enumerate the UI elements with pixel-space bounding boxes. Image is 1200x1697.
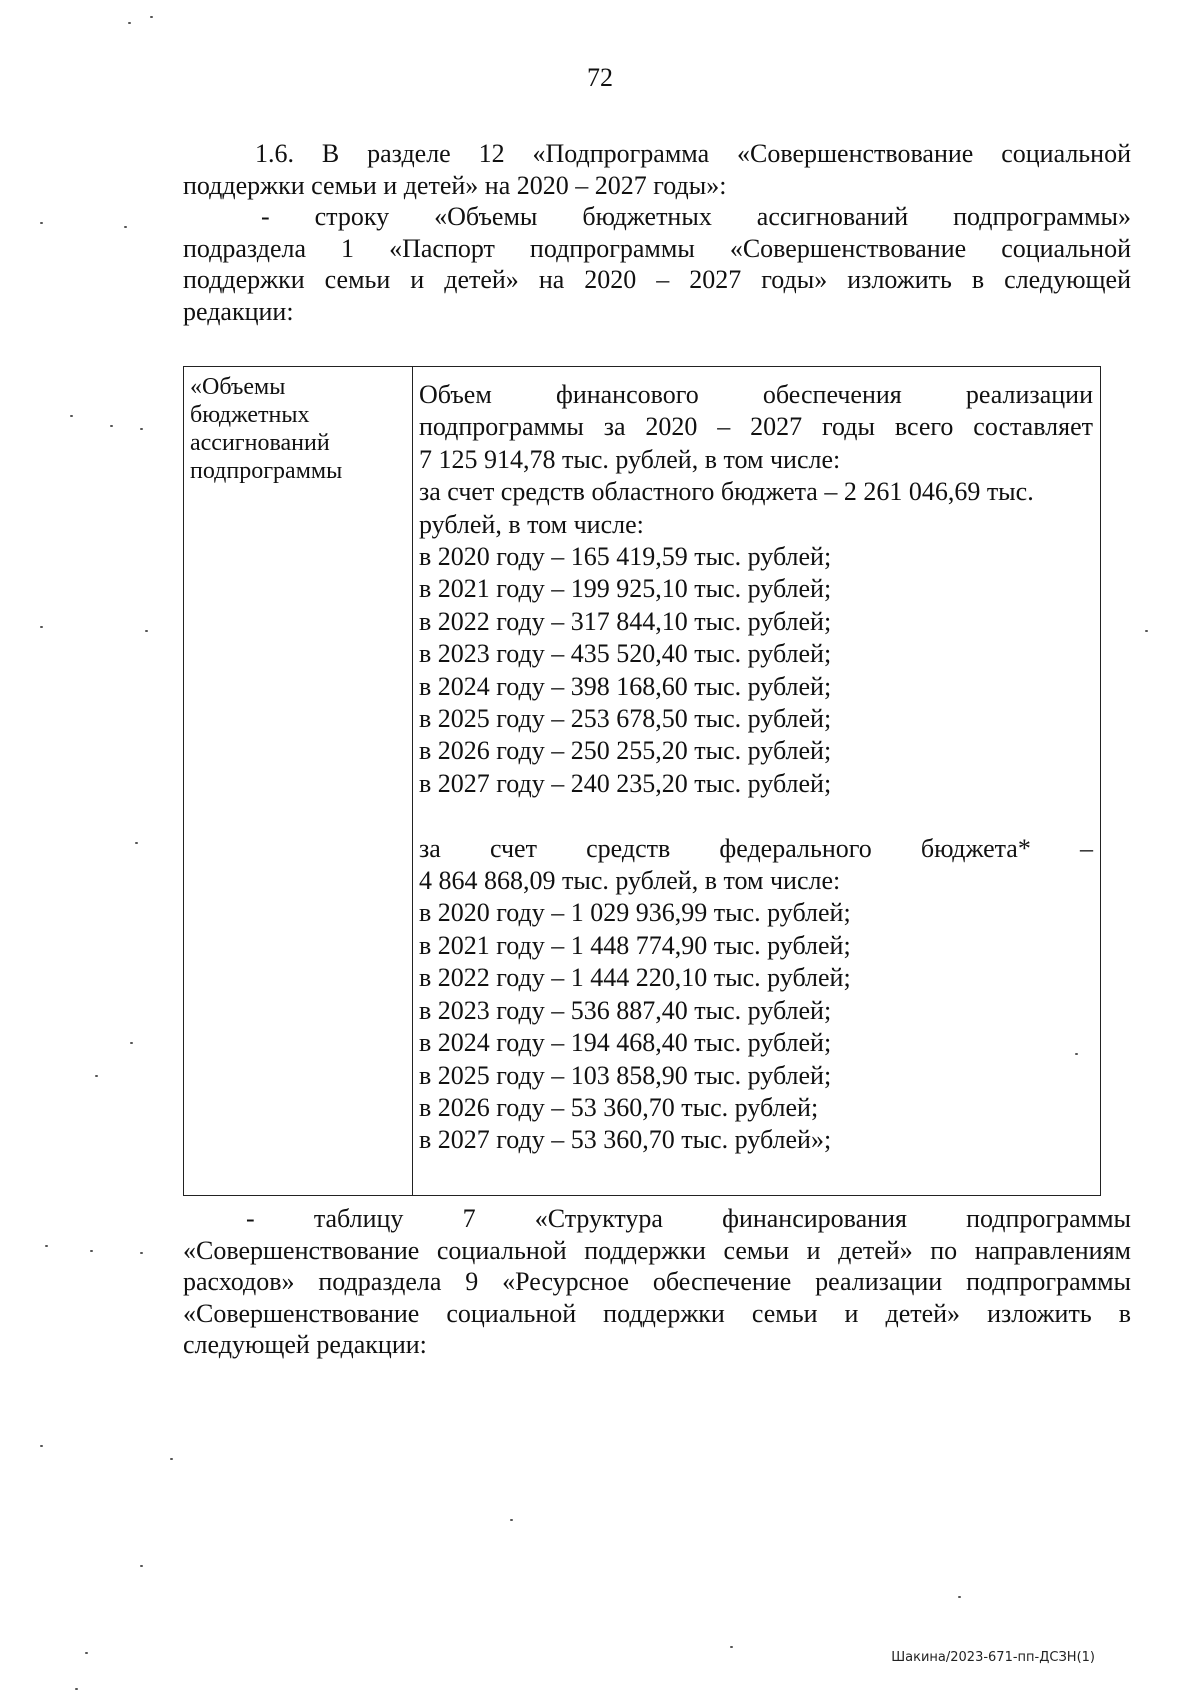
scan-speck xyxy=(170,1458,173,1460)
funding-line-year: в 2020 году – 165 419,59 тыс. рублей; xyxy=(419,542,832,572)
scan-speck xyxy=(75,1688,78,1690)
funding-line-year: в 2021 году – 199 925,10 тыс. рублей; xyxy=(419,574,832,604)
table-column-divider xyxy=(412,367,413,1195)
text-line: 1.6. В разделе 12 «Подпрограмма «Совершенствование социальной xyxy=(255,139,1131,168)
page-number: 72 xyxy=(587,63,613,92)
scan-speck xyxy=(90,1250,93,1252)
text-line: «Совершенствование социальной поддержки семьи и детей» по направлениям xyxy=(183,1235,1131,1265)
funding-line-year: в 2024 году – 194 468,40 тыс. рублей; xyxy=(419,1028,832,1058)
funding-line: за счет средств областного бюджета – 2 261 046,69 тыс. xyxy=(419,477,1034,507)
funding-line-year: в 2025 году – 103 858,90 тыс. рублей; xyxy=(419,1060,832,1090)
funding-line: за счет средств федерального бюджета* – xyxy=(419,833,1093,863)
scan-speck xyxy=(135,842,138,844)
funding-line-year: в 2027 году – 53 360,70 тыс. рублей»; xyxy=(419,1125,832,1155)
scan-speck xyxy=(110,425,113,427)
table-funding-text xyxy=(419,379,1093,1157)
scan-speck xyxy=(124,226,127,228)
funding-line-year: в 2022 году – 317 844,10 тыс. рублей; xyxy=(419,606,832,636)
scan-speck xyxy=(150,16,153,18)
funding-line: рублей, в том числе: xyxy=(419,509,644,539)
scan-speck xyxy=(140,428,143,430)
text-line: редакции: xyxy=(183,296,294,326)
document-reference-code: Шакина/2023-671-пп-ДСЗН(1) xyxy=(891,1650,1095,1665)
funding-line: подпрограммы за 2020 – 2027 годы всего составляет xyxy=(419,412,1093,442)
scan-speck xyxy=(40,1445,43,1447)
text-line: - строку «Объемы бюджетных ассигнований подпрограммы» xyxy=(261,202,1131,231)
scan-speck xyxy=(130,1042,133,1044)
amendment-item-table7 xyxy=(183,1203,1131,1361)
funding-line-year: в 2026 году – 53 360,70 тыс. рублей; xyxy=(419,1092,819,1122)
funding-line-year: в 2022 году – 1 444 220,10 тыс. рублей; xyxy=(419,963,851,993)
funding-line-year: в 2027 году – 240 235,20 тыс. рублей; xyxy=(419,768,832,798)
scan-speck xyxy=(140,1252,143,1254)
text-line: следующей редакции: xyxy=(183,1330,427,1359)
scan-speck xyxy=(95,1075,98,1077)
scan-speck xyxy=(70,415,73,417)
text-line: - таблицу 7 «Структура финансирования подпрограммы xyxy=(246,1204,1131,1233)
funding-line-year: в 2021 году – 1 448 774,90 тыс. рублей; xyxy=(419,930,851,960)
funding-line-year: в 2020 году – 1 029 936,99 тыс. рублей; xyxy=(419,898,851,928)
scan-speck xyxy=(958,1596,961,1598)
amendment-item-passport-row xyxy=(183,201,1131,327)
text-line: подраздела 1 «Паспорт подпрограммы «Совершенствование социальной xyxy=(183,233,1131,263)
text-line: расходов» подраздела 9 «Ресурсное обеспечение реализации подпрограммы xyxy=(183,1267,1131,1296)
funding-line-year: в 2024 году – 398 168,60 тыс. рублей; xyxy=(419,671,832,701)
funding-line-year: в 2026 году – 250 255,20 тыс. рублей; xyxy=(419,736,832,766)
scan-speck xyxy=(145,630,148,632)
budget-allocations-table xyxy=(183,366,1101,1196)
scan-speck xyxy=(85,1652,88,1654)
text-line: поддержки семьи и детей» на 2020 – 2027 годы»: xyxy=(183,170,727,200)
intro-paragraph xyxy=(183,138,1131,201)
funding-line: Объем финансового обеспечения реализации xyxy=(419,380,1093,409)
scan-speck xyxy=(1145,630,1148,632)
funding-line-year: в 2025 году – 253 678,50 тыс. рублей; xyxy=(419,704,832,734)
blank-line xyxy=(419,800,1093,832)
table-row-label: «Объемы бюджетных ассигнований подпрограммы xyxy=(190,374,343,484)
text-line: «Совершенствование социальной поддержки семьи и детей» изложить в xyxy=(183,1298,1131,1328)
scan-speck xyxy=(510,1519,513,1521)
funding-line: 4 864 868,09 тыс. рублей, в том числе: xyxy=(419,866,841,896)
text-line: поддержки семьи и детей» на 2020 – 2027 годы» изложить в следующей xyxy=(183,265,1131,294)
funding-line-year: в 2023 году – 536 887,40 тыс. рублей; xyxy=(419,995,832,1025)
scan-speck xyxy=(40,222,43,224)
scan-speck xyxy=(128,22,131,24)
scan-speck xyxy=(730,1646,733,1648)
funding-line-year: в 2023 году – 435 520,40 тыс. рублей; xyxy=(419,639,832,669)
scan-speck xyxy=(45,1245,48,1247)
scan-speck xyxy=(140,1565,143,1567)
funding-line: 7 125 914,78 тыс. рублей, в том числе: xyxy=(419,444,841,474)
scan-speck xyxy=(40,626,43,628)
scan-speck xyxy=(1075,1053,1078,1055)
